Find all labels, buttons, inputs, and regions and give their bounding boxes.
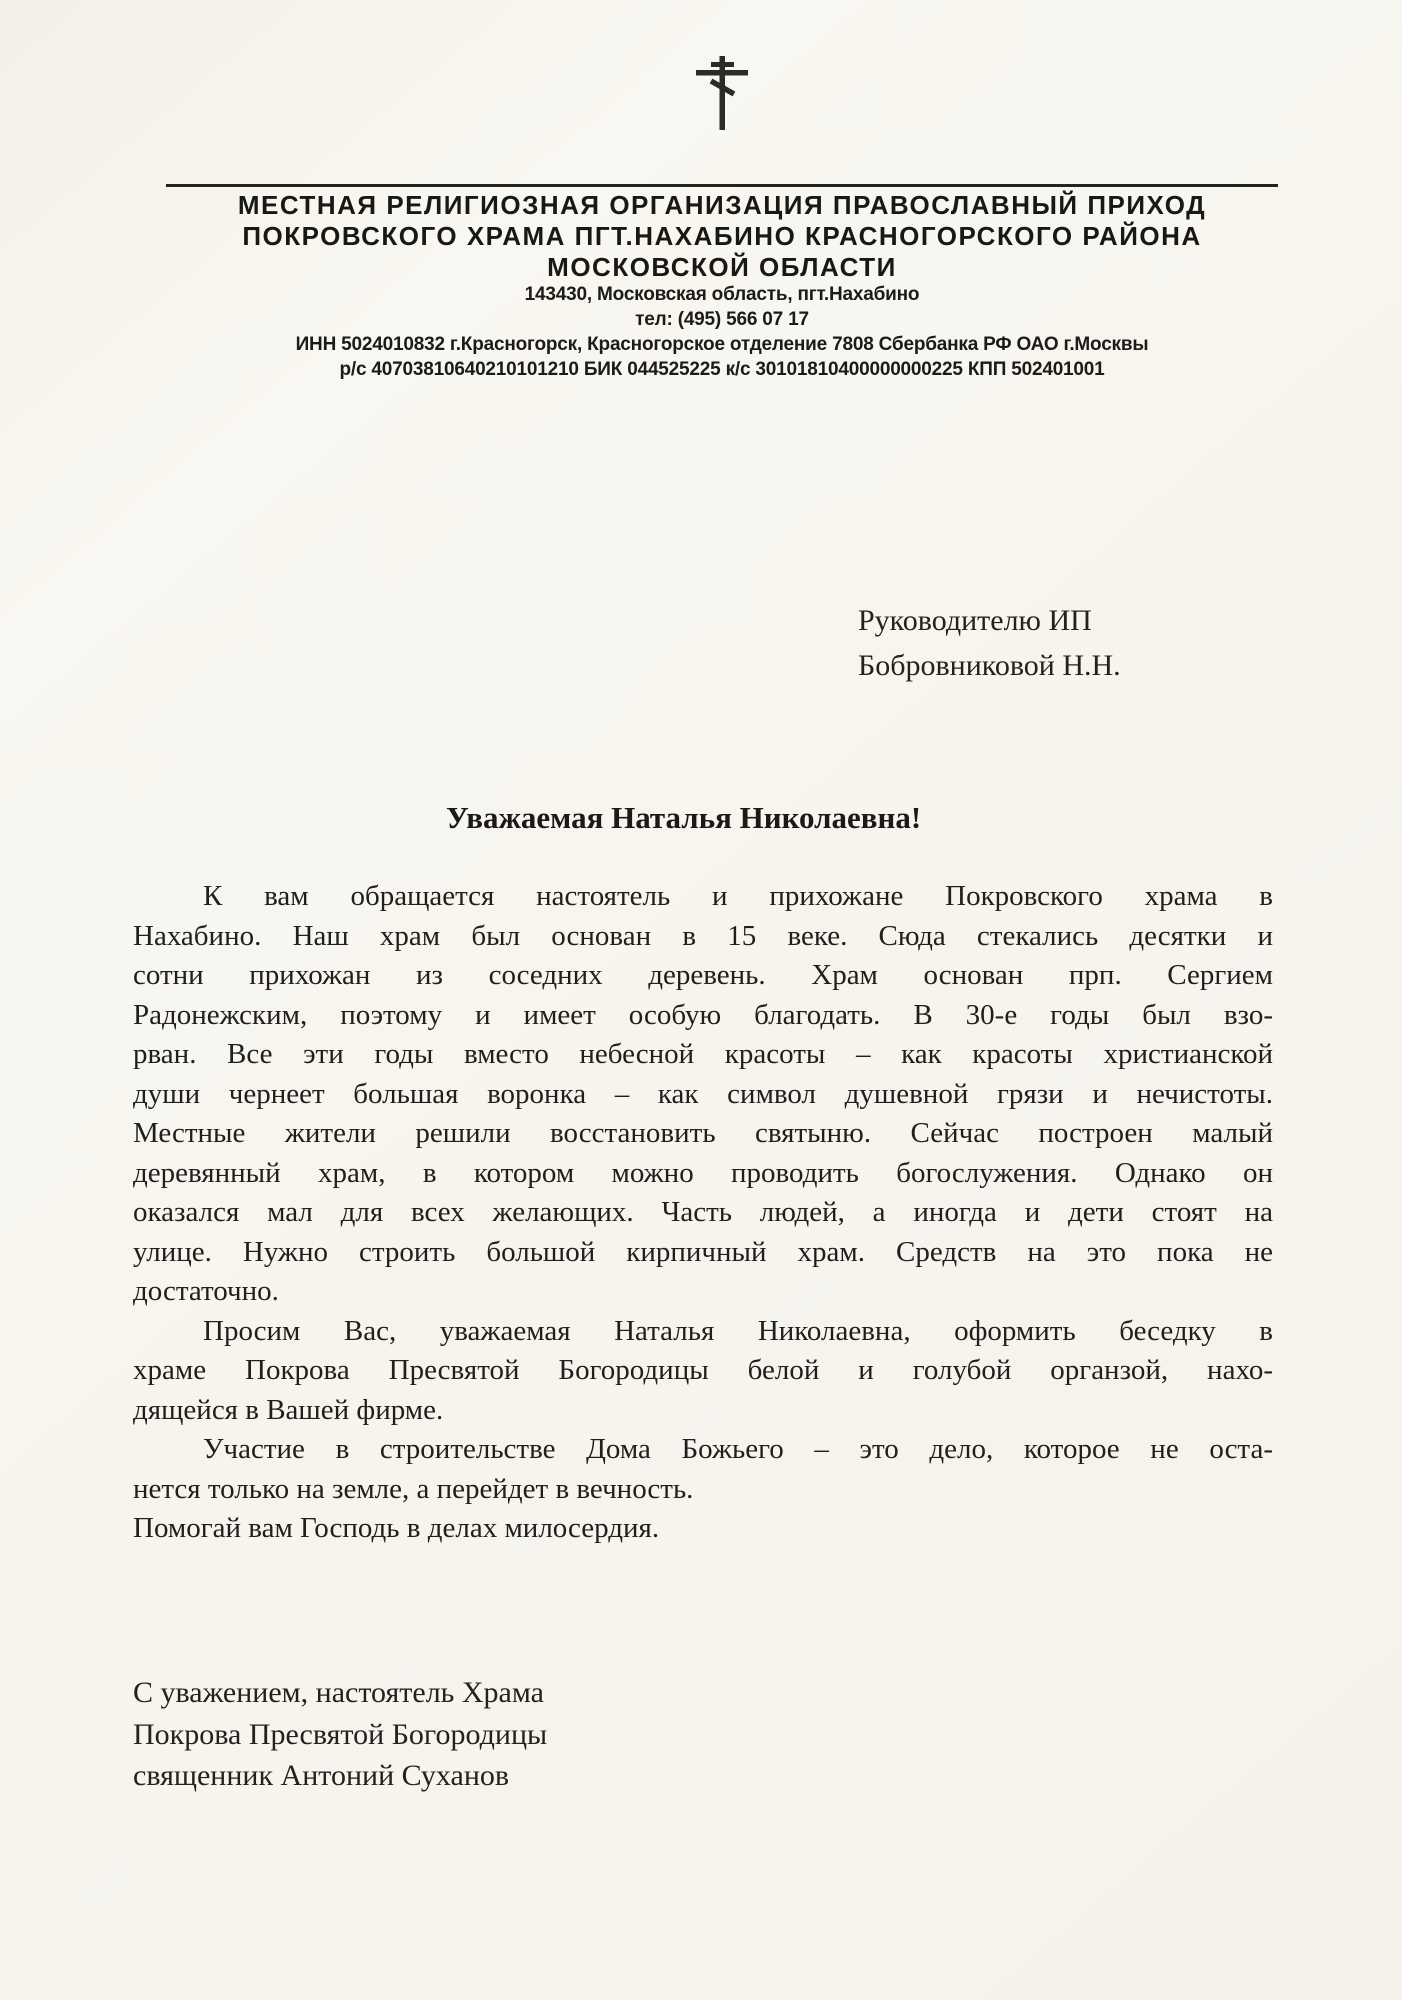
signature-block — [133, 1672, 547, 1797]
body-line: рван. Все эти годы вместо небесной красоты – как красоты христианской — [133, 1038, 1273, 1070]
org-name-line: ПОКРОВСКОГО ХРАМА ПГТ.НАХАБИНО КРАСНОГОРСКОГО РАЙОНА — [242, 221, 1202, 251]
org-address: 143430, Московская область, пгт.Нахабино — [524, 284, 920, 305]
recipient-block — [858, 598, 1121, 688]
org-inn-bank-line: ИНН 5024010832 г.Красногорск, Красногорское отделение 7808 Сбербанка РФ ОАО г.Москвы — [295, 334, 1149, 355]
body-line: улице. Нужно строить большой кирпичный храм. Средств на это пока не — [133, 1235, 1273, 1268]
body-line: дящейся в Вашей фирме. — [133, 1393, 444, 1426]
body-line: нется только на земле, а перейдет в вечность. — [133, 1472, 694, 1505]
signature-line: священник Антоний Суханов — [133, 1759, 510, 1792]
body-line: Нахабино. Наш храм был основан в 15 веке. Сюда стекались десятки и — [133, 919, 1273, 952]
salutation: Уважаемая Наталья Николаевна! — [446, 800, 922, 835]
orthodox-cross-icon — [694, 52, 750, 134]
body-line: Помогай вам Господь в делах милосердия. — [133, 1512, 660, 1544]
body-line: деревянный храм, в котором можно проводить богослужения. Однако он — [133, 1156, 1273, 1189]
body-line: Просим Вас, уважаемая Наталья Николаевна, оформить беседку в — [203, 1314, 1273, 1347]
body-line: Участие в строительстве Дома Божьего – это дело, которое не оста- — [203, 1433, 1273, 1465]
org-name-line: МЕСТНАЯ РЕЛИГИОЗНАЯ ОРГАНИЗАЦИЯ ПРАВОСЛАВНЫЙ ПРИХОД — [237, 190, 1207, 220]
org-name-line: МОСКОВСКОЙ ОБЛАСТИ — [547, 252, 897, 282]
body-line: достаточно. — [133, 1275, 279, 1307]
header-divider — [166, 184, 1278, 187]
body-line: К вам обращается настоятель и прихожане Покровского храма в — [203, 880, 1273, 912]
recipient-line: Руководителю ИП — [858, 604, 1092, 637]
org-phone: тел: (495) 566 07 17 — [635, 309, 809, 330]
body-line: оказался мал для всех желающих. Часть людей, а иногда и дети стоят на — [133, 1196, 1273, 1228]
org-name — [166, 190, 1278, 283]
body-line: души чернеет большая воронка – как символ душевной грязи и нечистоты. — [133, 1077, 1273, 1110]
signature-line: С уважением, настоятель Храма — [133, 1676, 544, 1709]
body-line: храме Покрова Пресвятой Богородицы белой и голубой органзой, нахо- — [133, 1354, 1273, 1386]
body-line: Местные жители решили восстановить святыню. Сейчас построен малый — [133, 1117, 1273, 1149]
signature-line: Покрова Пресвятой Богородицы — [133, 1717, 548, 1751]
body-line: сотни прихожан из соседних деревень. Храм основан прп. Сергием — [133, 959, 1273, 991]
recipient-line: Бобровниковой Н.Н. — [858, 649, 1121, 682]
org-account-line: р/с 40703810640210101210 БИК 044525225 к/с 30101810400000000225 КПП 502401001 — [339, 359, 1105, 380]
body-line: Радонежским, поэтому и имеет особую благодать. В 30-е годы был взо- — [133, 998, 1273, 1031]
letter-body — [133, 877, 1273, 1549]
